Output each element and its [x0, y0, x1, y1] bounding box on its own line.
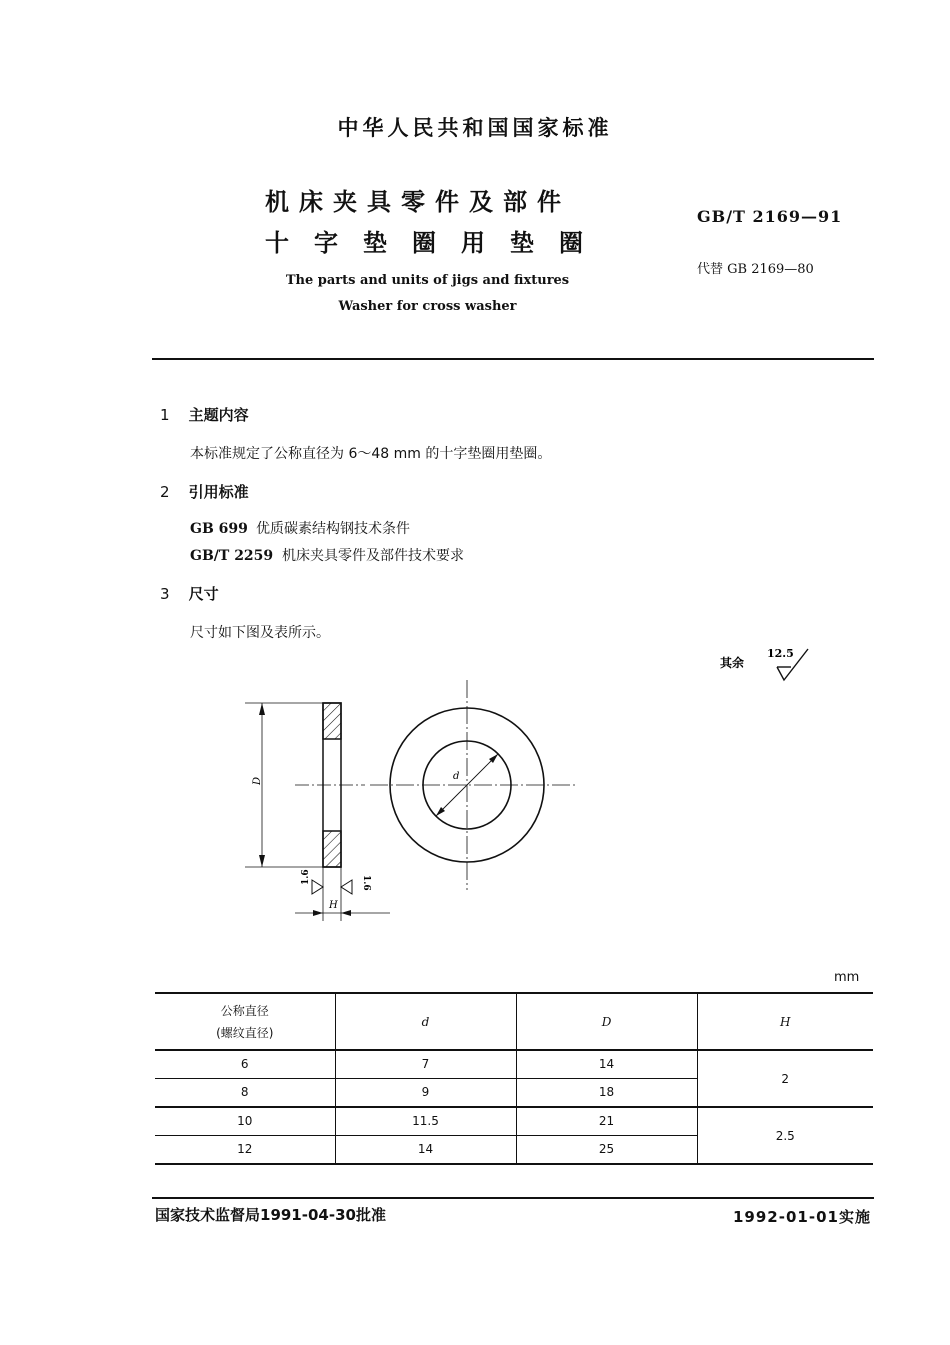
- dimension-label-d: d: [453, 771, 460, 782]
- reference-code: GB/T 2259: [190, 548, 274, 564]
- cell-H: 2: [781, 1071, 790, 1086]
- english-title-line-2: Washer for cross washer: [338, 299, 517, 314]
- cell-nominal: 8: [155, 1078, 335, 1107]
- reference-title: 优质碳素结构钢技术条件: [256, 521, 410, 537]
- approval-note: 国家技术监督局1991-04-30批准: [155, 1206, 386, 1224]
- section-2-heading: [160, 481, 249, 502]
- cell-D: 18: [516, 1078, 697, 1107]
- table-unit: mm: [834, 970, 860, 985]
- reference-title: 机床夹具零件及部件技术要求: [282, 548, 464, 564]
- cell-D: 21: [516, 1107, 697, 1135]
- standard-number: GB/T 2169—91: [697, 207, 843, 226]
- cell-d: 9: [335, 1078, 516, 1107]
- roughness-value: 12.5: [767, 647, 794, 660]
- roughness-label: 其余: [720, 656, 745, 670]
- section-3-heading: [160, 583, 219, 604]
- reference-code: GB 699: [190, 521, 248, 537]
- replaces-note: 代替 GB 2169—80: [697, 262, 814, 277]
- washer-front-view: [370, 680, 575, 890]
- footer-rule: [152, 1197, 874, 1199]
- cell-D: 25: [516, 1135, 697, 1164]
- dimension-label-D: D: [252, 776, 263, 785]
- national-standard-heading: 中华人民共和国国家标准: [337, 116, 613, 140]
- roughness-right: 1.6: [361, 875, 371, 891]
- reference-item: [190, 518, 410, 538]
- reference-item: [190, 545, 464, 565]
- section-title: 尺寸: [188, 585, 219, 603]
- title-line-2: 十字垫圈用垫圈: [265, 229, 608, 257]
- header-rule: [152, 358, 874, 360]
- section-number: 1: [160, 406, 170, 424]
- section-number: 2: [160, 483, 170, 501]
- dimensions-table: [155, 992, 873, 1165]
- header-H: H: [780, 1014, 791, 1029]
- cell-H: 2.5: [775, 1128, 795, 1143]
- table-row: [155, 1050, 873, 1078]
- section-number: 3: [160, 585, 170, 603]
- header-d: d: [335, 993, 516, 1050]
- section-1-heading: [160, 404, 249, 425]
- cell-d: 7: [335, 1050, 516, 1078]
- washer-drawing: [240, 675, 585, 925]
- roughness-symbol: [720, 645, 820, 685]
- section-1-text: 本标准规定了公称直径为 6～48 mm 的十字垫圈用垫圈。: [190, 446, 552, 462]
- roughness-left: 1.6: [301, 869, 311, 885]
- dimension-label-H: H: [329, 900, 338, 911]
- header-nominal-diameter: 公称直径 (螺纹直径): [155, 993, 335, 1050]
- washer-section-view: [245, 703, 390, 921]
- cell-d: 14: [335, 1135, 516, 1164]
- section-title: 引用标准: [188, 483, 249, 501]
- title-line-1: 机床夹具零件及部件: [265, 188, 571, 216]
- header-D: D: [516, 993, 697, 1050]
- cell-nominal: 6: [155, 1050, 335, 1078]
- table-header-row: [155, 993, 873, 1050]
- english-title-line-1: The parts and units of jigs and fixtures: [285, 273, 570, 288]
- cell-nominal: 12: [155, 1135, 335, 1164]
- cell-D: 14: [516, 1050, 697, 1078]
- table-row: [155, 1107, 873, 1135]
- cell-d: 11.5: [335, 1107, 516, 1135]
- effective-date: 1992-01-01实施: [733, 1208, 871, 1226]
- cell-nominal: 10: [155, 1107, 335, 1135]
- section-3-text: 尺寸如下图及表所示。: [190, 625, 330, 641]
- section-title: 主题内容: [188, 406, 249, 424]
